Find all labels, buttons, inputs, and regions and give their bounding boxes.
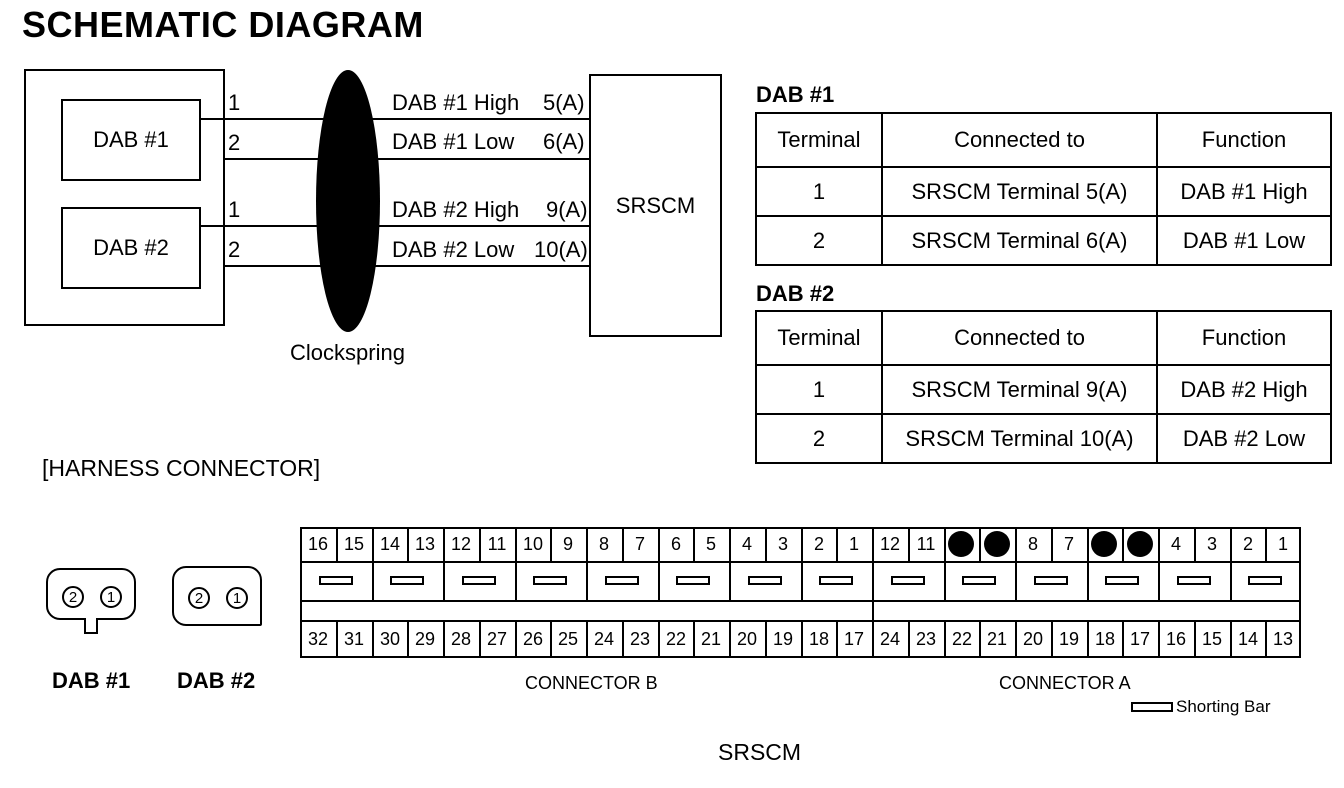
grid-line [1087, 561, 1089, 600]
wire-dab2-high [201, 225, 589, 227]
dab1-box [61, 99, 201, 181]
table-cell: 2 [756, 414, 882, 463]
connector-pin: 4 [1170, 533, 1181, 554]
dab1-plug-label: DAB #1 [52, 668, 131, 693]
shorting-bar-icon [676, 576, 710, 585]
dab2-box [61, 207, 201, 289]
connector-pin: 19 [772, 628, 794, 649]
pin-label: 1 [228, 90, 241, 115]
grid-line [729, 561, 731, 600]
table-row [756, 365, 1331, 414]
grid-line [658, 561, 660, 600]
table-dab1-heading: DAB #1 [756, 82, 835, 107]
connector-pin: 14 [1237, 628, 1259, 649]
shorting-bar-icon [319, 576, 353, 585]
connector-pin: 20 [1022, 628, 1044, 649]
table-cell: 1 [756, 365, 882, 414]
connector-pin: 6 [670, 533, 681, 554]
table-row [756, 414, 1331, 463]
shorting-bar-icon [605, 576, 639, 585]
table-cell: SRSCM Terminal 9(A) [882, 365, 1157, 414]
connector-pin: 30 [379, 628, 401, 649]
connector-pin: 9 [562, 533, 573, 554]
dab1-label: DAB #1 [93, 127, 169, 152]
srscm-connector-label: SRSCM [718, 739, 802, 765]
table-cell: DAB #1 High [1157, 167, 1331, 216]
connector-pin: 4 [741, 533, 752, 554]
connector-pin: 31 [343, 628, 365, 649]
wire-terminal: 9(A) [546, 197, 588, 222]
shorting-bar-label: Shorting Bar [1176, 697, 1271, 716]
table-header: Terminal [756, 311, 882, 365]
blocked-pin-icon [1091, 531, 1117, 557]
connector-divider [872, 600, 874, 620]
connector-pin: 21 [986, 628, 1008, 649]
connector-pin: 3 [777, 533, 788, 554]
shorting-bar-icon [390, 576, 424, 585]
connector-pin: 23 [915, 628, 937, 649]
connector-pin: 1 [848, 533, 859, 554]
connector-pin: 13 [414, 533, 436, 554]
connector-pin: 24 [593, 628, 615, 649]
connector-a-label: CONNECTOR A [999, 673, 1131, 693]
blocked-pin-icon [1127, 531, 1153, 557]
grid-line [944, 561, 946, 600]
connector-pin: 8 [1027, 533, 1038, 554]
page-title: SCHEMATIC DIAGRAM [22, 4, 424, 45]
connector-b-label: CONNECTOR B [525, 673, 658, 693]
connector-pin: 27 [486, 628, 508, 649]
connector-pin: 20 [736, 628, 758, 649]
connector-pin: 12 [450, 533, 472, 554]
shorting-bar-icon [533, 576, 567, 585]
wire-name: DAB #1 High [392, 90, 520, 115]
srscm-box [589, 74, 722, 337]
plug-pin: 1 [226, 587, 248, 609]
connector-pin: 18 [1094, 628, 1116, 649]
connector-pin: 26 [522, 628, 544, 649]
grid-line [872, 561, 874, 600]
connector-pin: 22 [665, 628, 687, 649]
plug-pin: 2 [188, 587, 210, 609]
connector-pin: 21 [700, 628, 722, 649]
pin-label: 1 [228, 197, 241, 222]
shorting-bar-icon [962, 576, 996, 585]
connector-pin: 29 [414, 628, 436, 649]
grid-line [801, 561, 803, 600]
connector-pin: 5 [705, 533, 716, 554]
blocked-pin-icon [948, 531, 974, 557]
table-cell: SRSCM Terminal 10(A) [882, 414, 1157, 463]
shorting-bar-icon [462, 576, 496, 585]
grid-line [586, 561, 588, 600]
wire-terminal: 6(A) [543, 129, 585, 154]
grid-line [1122, 527, 1124, 561]
table-header: Function [1157, 311, 1331, 365]
table-dab2-heading: DAB #2 [756, 281, 835, 306]
connector-pin: 22 [951, 628, 973, 649]
connector-pin: 24 [879, 628, 901, 649]
table-cell: DAB #2 Low [1157, 414, 1331, 463]
table-dab1 [755, 112, 1332, 266]
plug-pin: 1 [100, 586, 122, 608]
shorting-bar-icon [1248, 576, 1282, 585]
connector-pin: 3 [1206, 533, 1217, 554]
table-cell: 1 [756, 167, 882, 216]
connector-pin: 12 [879, 533, 901, 554]
wire-dab1-high [201, 118, 589, 120]
connector-pin: 7 [1063, 533, 1074, 554]
connector-pin: 15 [343, 533, 365, 554]
pin-label: 2 [228, 237, 241, 262]
connector-pin: 10 [522, 533, 544, 554]
connector-pin: 7 [634, 533, 645, 554]
connector-pin: 25 [557, 628, 579, 649]
blocked-pin-icon [984, 531, 1010, 557]
connector-pin: 17 [1129, 628, 1151, 649]
clockspring-label: Clockspring [290, 340, 405, 365]
connector-pin: 8 [598, 533, 609, 554]
wire-name: DAB #2 Low [392, 237, 515, 262]
table-row [756, 216, 1331, 265]
grid-line [944, 527, 946, 561]
dab2-plug-label: DAB #2 [177, 668, 256, 693]
table-header: Terminal [756, 113, 882, 167]
connector-pin: 19 [1058, 628, 1080, 649]
table-cell: 2 [756, 216, 882, 265]
wire-name: DAB #2 High [392, 197, 520, 222]
connector-pin: 1 [1277, 533, 1288, 554]
connector-pin: 23 [629, 628, 651, 649]
connector-pin: 2 [1242, 533, 1253, 554]
harness-heading: [HARNESS CONNECTOR] [42, 455, 321, 481]
pin-label: 2 [228, 130, 241, 155]
shorting-bar-icon [1105, 576, 1139, 585]
wire-dab1-low [225, 158, 589, 160]
shorting-bar-icon [891, 576, 925, 585]
connector-pin: 15 [1201, 628, 1223, 649]
grid-line [372, 561, 374, 600]
connector-pin: 17 [843, 628, 865, 649]
shorting-bar-icon [819, 576, 853, 585]
grid-line [1230, 561, 1232, 600]
shorting-bar-icon [1034, 576, 1068, 585]
grid-line [1087, 527, 1089, 561]
connector-pin: 16 [307, 533, 329, 554]
dab2-label: DAB #2 [93, 235, 169, 260]
connector-pin: 18 [808, 628, 830, 649]
grid-line [979, 527, 981, 561]
grid-line [1015, 561, 1017, 600]
table-cell: DAB #1 Low [1157, 216, 1331, 265]
table-header: Function [1157, 113, 1331, 167]
connector-pin: 11 [487, 533, 507, 554]
connector-pin: 14 [379, 533, 401, 554]
connector-pin: 11 [916, 533, 936, 554]
grid-line [1158, 561, 1160, 600]
shorting-bar-legend-icon [1131, 702, 1173, 712]
table-cell: SRSCM Terminal 6(A) [882, 216, 1157, 265]
srscm-label: SRSCM [615, 192, 696, 218]
table-cell: DAB #2 High [1157, 365, 1331, 414]
connector-pin: 32 [307, 628, 329, 649]
connector-pin: 13 [1272, 628, 1294, 649]
table-header: Connected to [882, 311, 1157, 365]
connector-pin: 28 [450, 628, 472, 649]
clockspring-ellipse [316, 70, 380, 332]
wire-terminal: 5(A) [543, 90, 585, 115]
shorting-bar-icon [748, 576, 782, 585]
grid-line [515, 561, 517, 600]
grid-line [300, 600, 1301, 602]
wire-dab2-low [225, 265, 589, 267]
wire-terminal: 10(A) [534, 237, 588, 262]
shorting-bar-icon [1177, 576, 1211, 585]
plug-pin: 2 [62, 586, 84, 608]
table-row [756, 167, 1331, 216]
table-dab2 [755, 310, 1332, 464]
connector-pin: 16 [1165, 628, 1187, 649]
connector-pin: 2 [813, 533, 824, 554]
table-header: Connected to [882, 113, 1157, 167]
table-cell: SRSCM Terminal 5(A) [882, 167, 1157, 216]
wire-name: DAB #1 Low [392, 129, 515, 154]
grid-line [443, 561, 445, 600]
